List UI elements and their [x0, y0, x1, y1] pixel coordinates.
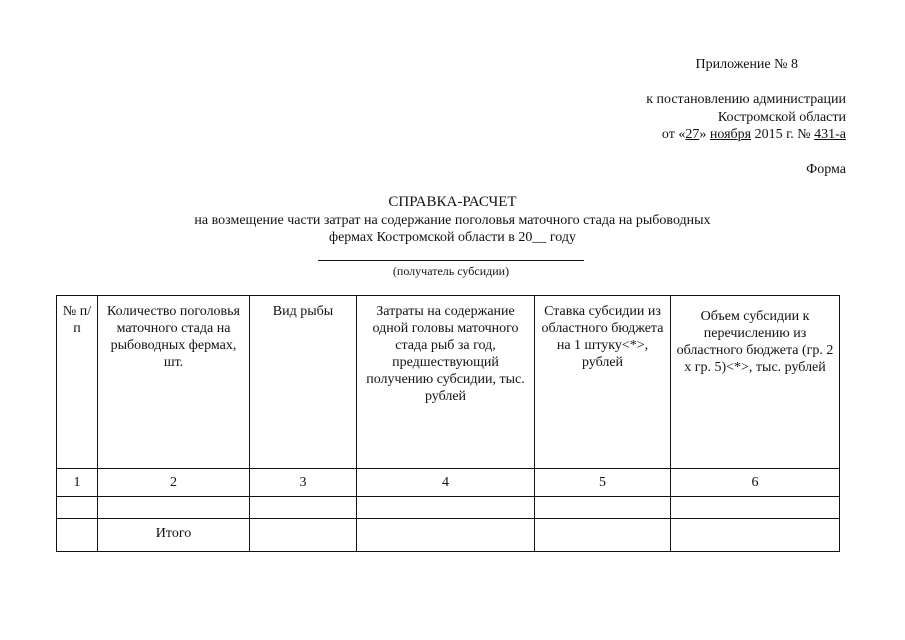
column-number: 6: [671, 469, 840, 497]
column-header-maintenance-cost: Затраты на содержание одной головы маточного стада рыб за год, предшествующий получению субсидии, тыс. рублей: [357, 296, 535, 469]
column-number: 3: [250, 469, 357, 497]
column-number: 5: [535, 469, 671, 497]
column-header-fish-species: Вид рыбы: [250, 296, 357, 469]
table-cell: [671, 497, 840, 519]
date-year: 2015 г. №: [751, 127, 815, 142]
title-subline-1: на возмещение части затрат на содержание поголовья маточного стада на рыбоводных: [194, 213, 711, 228]
table-header-row: [57, 296, 840, 469]
title-subline-2: фермах Костромской области в 20__ году: [329, 230, 576, 245]
table-cell: [98, 497, 250, 519]
table-cell: [671, 519, 840, 552]
table-cell: [535, 519, 671, 552]
recipient-signature-line: [318, 260, 584, 261]
table-cell: [357, 519, 535, 552]
document-title: СПРАВКА-РАСЧЕТ: [388, 194, 517, 210]
recipient-caption: (получатель субсидии): [392, 264, 510, 278]
table-cell: [57, 519, 98, 552]
form-label: Форма: [806, 162, 846, 177]
column-header-number: № п/п: [57, 296, 98, 469]
table-cell: [535, 497, 671, 519]
table-cell: [250, 519, 357, 552]
column-number: 1: [57, 469, 98, 497]
date-day: 27: [685, 127, 700, 142]
region-name: Костромской области: [717, 110, 846, 125]
appendix-number: Приложение № 8: [695, 57, 798, 72]
table-row: [57, 497, 840, 519]
column-header-subsidy-amount: Объем субсидии к перечислению из областного бюджета (гр. 2 х гр. 5)<*>, тыс. рублей: [671, 296, 840, 469]
table-cell: [250, 497, 357, 519]
column-header-subsidy-rate: Ставка субсидии из областного бюджета на 1 штуку<*>, рублей: [535, 296, 671, 469]
table-cell: [357, 497, 535, 519]
column-number: 2: [98, 469, 250, 497]
resolution-reference: к постановлению администрации: [646, 92, 846, 107]
resolution-date-line: [662, 126, 846, 143]
total-row: [57, 519, 840, 552]
date-mid: »: [699, 127, 710, 142]
total-label: Итого: [98, 519, 250, 552]
column-header-livestock-count: Количество поголовья маточного стада на рыбоводных фермах, шт.: [98, 296, 250, 469]
subsidy-calculation-table: [56, 295, 840, 552]
column-number-row: [57, 469, 840, 497]
date-month: ноября: [709, 127, 752, 142]
date-prefix: от «: [661, 127, 686, 142]
column-number: 4: [357, 469, 535, 497]
table-cell: [57, 497, 98, 519]
resolution-number: 431-а: [814, 127, 846, 142]
